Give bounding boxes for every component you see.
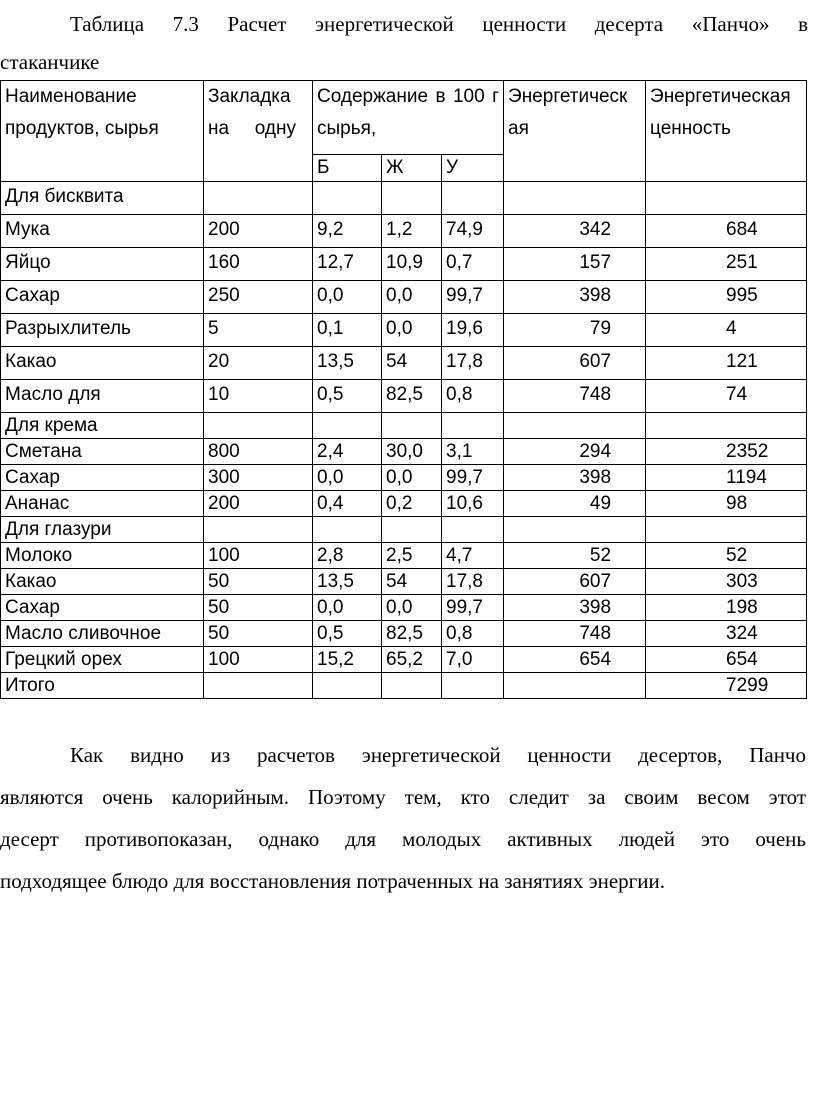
energy-100g-cell: 49	[504, 491, 646, 517]
energy-total-cell: 251	[646, 248, 807, 281]
table-row	[1, 314, 807, 347]
table-row	[1, 465, 807, 491]
table-row	[1, 215, 807, 248]
header-b: Б	[313, 155, 382, 182]
table-row	[1, 281, 807, 314]
table-row	[1, 347, 807, 380]
amount-cell	[204, 673, 313, 699]
energy-total-cell: 121	[646, 347, 807, 380]
energy-100g-cell: 398	[504, 465, 646, 491]
empty-cell	[504, 182, 646, 215]
protein-cell: 0,5	[313, 380, 382, 413]
empty-cell	[442, 517, 504, 543]
carb-cell: 74,9	[442, 215, 504, 248]
energy-total-cell: 7299	[646, 673, 807, 699]
header-energy-value: Энергетическая ценность	[646, 81, 807, 182]
empty-cell	[504, 413, 646, 439]
table-row	[1, 380, 807, 413]
product-name: Мука	[1, 215, 204, 248]
product-name: Разрыхлитель	[1, 314, 204, 347]
protein-cell: 0,4	[313, 491, 382, 517]
product-name: Сметана	[1, 439, 204, 465]
product-name: Сахар	[1, 595, 204, 621]
empty-cell	[646, 182, 807, 215]
empty-cell	[504, 517, 646, 543]
protein-cell: 13,5	[313, 569, 382, 595]
carb-cell: 17,8	[442, 347, 504, 380]
carb-cell: 3,1	[442, 439, 504, 465]
energy-100g-cell: 607	[504, 347, 646, 380]
fat-cell	[382, 673, 442, 699]
energy-total-cell: 995	[646, 281, 807, 314]
protein-cell: 0,0	[313, 465, 382, 491]
table-row	[1, 543, 807, 569]
section-title: Для глазури	[1, 517, 204, 543]
empty-cell	[442, 413, 504, 439]
fat-cell: 0,2	[382, 491, 442, 517]
energy-100g-cell	[504, 673, 646, 699]
carb-cell: 99,7	[442, 595, 504, 621]
carb-cell: 7,0	[442, 647, 504, 673]
fat-cell: 0,0	[382, 281, 442, 314]
table-row	[1, 621, 807, 647]
energy-100g-cell: 607	[504, 569, 646, 595]
table-row	[1, 248, 807, 281]
empty-cell	[313, 182, 382, 215]
product-name: Сахар	[1, 465, 204, 491]
amount-cell: 50	[204, 621, 313, 647]
fat-cell: 82,5	[382, 621, 442, 647]
energy-100g-cell: 748	[504, 380, 646, 413]
table-row	[1, 491, 807, 517]
energy-100g-cell: 52	[504, 543, 646, 569]
carb-cell	[442, 673, 504, 699]
product-name: Итого	[1, 673, 204, 699]
protein-cell: 0,0	[313, 595, 382, 621]
protein-cell: 12,7	[313, 248, 382, 281]
fat-cell: 0,0	[382, 465, 442, 491]
caption-line-1: Таблица 7.3 Расчет энергетической ценности десерта «Панчо» в	[70, 12, 808, 36]
header-name: Наименование продуктов, сырья	[1, 81, 204, 182]
protein-cell: 13,5	[313, 347, 382, 380]
header-zh: Ж	[382, 155, 442, 182]
empty-cell	[646, 517, 807, 543]
protein-cell: 2,8	[313, 543, 382, 569]
product-name: Ананас	[1, 491, 204, 517]
energy-total-cell: 198	[646, 595, 807, 621]
amount-cell: 200	[204, 215, 313, 248]
product-name: Какао	[1, 347, 204, 380]
energy-100g-cell: 157	[504, 248, 646, 281]
paragraph-line-2: являются очень калорийным. Поэтому тем, кто следит за своим весом этот	[0, 785, 806, 809]
empty-cell	[382, 517, 442, 543]
header-u: У	[442, 155, 504, 182]
carb-cell: 0,8	[442, 621, 504, 647]
carb-cell: 99,7	[442, 465, 504, 491]
amount-cell: 10	[204, 380, 313, 413]
energy-100g-cell: 79	[504, 314, 646, 347]
carb-cell: 99,7	[442, 281, 504, 314]
empty-cell	[646, 413, 807, 439]
product-name: Молоко	[1, 543, 204, 569]
total-row	[1, 673, 807, 699]
energy-100g-cell: 398	[504, 595, 646, 621]
amount-cell: 160	[204, 248, 313, 281]
table-header-row	[1, 81, 807, 155]
paragraph-line-3: десерт противопоказан, однако для молодых активных людей это очень	[0, 827, 806, 851]
carb-cell: 10,6	[442, 491, 504, 517]
paragraph-line-1: Как видно из расчетов энергетической ценности десертов, Панчо	[70, 743, 806, 767]
fat-cell: 2,5	[382, 543, 442, 569]
empty-cell	[204, 413, 313, 439]
fat-cell: 54	[382, 347, 442, 380]
header-energy: Энергетическая	[504, 81, 646, 182]
product-name: Масло для	[1, 380, 204, 413]
energy-total-cell: 303	[646, 569, 807, 595]
energy-total-cell: 2352	[646, 439, 807, 465]
protein-cell	[313, 673, 382, 699]
section-row	[1, 413, 807, 439]
header-content: Содержание в 100 г сырья,	[313, 81, 504, 155]
protein-cell: 0,0	[313, 281, 382, 314]
energy-total-cell: 324	[646, 621, 807, 647]
carb-cell: 19,6	[442, 314, 504, 347]
energy-total-cell: 1194	[646, 465, 807, 491]
amount-cell: 5	[204, 314, 313, 347]
carb-cell: 0,8	[442, 380, 504, 413]
amount-cell: 300	[204, 465, 313, 491]
product-name: Масло сливочное	[1, 621, 204, 647]
amount-cell: 50	[204, 595, 313, 621]
protein-cell: 15,2	[313, 647, 382, 673]
empty-cell	[313, 413, 382, 439]
product-name: Сахар	[1, 281, 204, 314]
fat-cell: 0,0	[382, 595, 442, 621]
energy-total-cell: 52	[646, 543, 807, 569]
amount-cell: 50	[204, 569, 313, 595]
energy-value-table	[0, 80, 807, 699]
product-name: Грецкий орех	[1, 647, 204, 673]
section-title: Для бисквита	[1, 182, 204, 215]
table-row	[1, 647, 807, 673]
table-row	[1, 569, 807, 595]
empty-cell	[204, 517, 313, 543]
energy-total-cell: 98	[646, 491, 807, 517]
fat-cell: 0,0	[382, 314, 442, 347]
conclusion-paragraph	[0, 734, 806, 902]
paragraph-line-4: подходящее блюдо для восстановления потраченных на занятиях энергии.	[0, 869, 665, 893]
table-row	[1, 439, 807, 465]
energy-100g-cell: 654	[504, 647, 646, 673]
amount-cell: 100	[204, 647, 313, 673]
empty-cell	[382, 182, 442, 215]
caption-line-2: стаканчике	[0, 50, 100, 74]
protein-cell: 9,2	[313, 215, 382, 248]
amount-cell: 20	[204, 347, 313, 380]
product-name: Какао	[1, 569, 204, 595]
amount-cell: 200	[204, 491, 313, 517]
empty-cell	[204, 182, 313, 215]
amount-cell: 250	[204, 281, 313, 314]
energy-100g-cell: 342	[504, 215, 646, 248]
amount-cell: 800	[204, 439, 313, 465]
energy-total-cell: 74	[646, 380, 807, 413]
energy-100g-cell: 398	[504, 281, 646, 314]
fat-cell: 10,9	[382, 248, 442, 281]
energy-total-cell: 4	[646, 314, 807, 347]
fat-cell: 82,5	[382, 380, 442, 413]
carb-cell: 0,7	[442, 248, 504, 281]
section-title: Для крема	[1, 413, 204, 439]
energy-total-cell: 654	[646, 647, 807, 673]
section-row	[1, 182, 807, 215]
empty-cell	[313, 517, 382, 543]
section-row	[1, 517, 807, 543]
fat-cell: 65,2	[382, 647, 442, 673]
protein-cell: 2,4	[313, 439, 382, 465]
carb-cell: 17,8	[442, 569, 504, 595]
amount-cell: 100	[204, 543, 313, 569]
protein-cell: 0,1	[313, 314, 382, 347]
fat-cell: 54	[382, 569, 442, 595]
product-name: Яйцо	[1, 248, 204, 281]
energy-100g-cell: 748	[504, 621, 646, 647]
table-row	[1, 595, 807, 621]
fat-cell: 30,0	[382, 439, 442, 465]
carb-cell: 4,7	[442, 543, 504, 569]
protein-cell: 0,5	[313, 621, 382, 647]
energy-total-cell: 684	[646, 215, 807, 248]
empty-cell	[382, 413, 442, 439]
empty-cell	[442, 182, 504, 215]
fat-cell: 1,2	[382, 215, 442, 248]
energy-100g-cell: 294	[504, 439, 646, 465]
header-amount: Закладка на одну	[204, 81, 313, 182]
